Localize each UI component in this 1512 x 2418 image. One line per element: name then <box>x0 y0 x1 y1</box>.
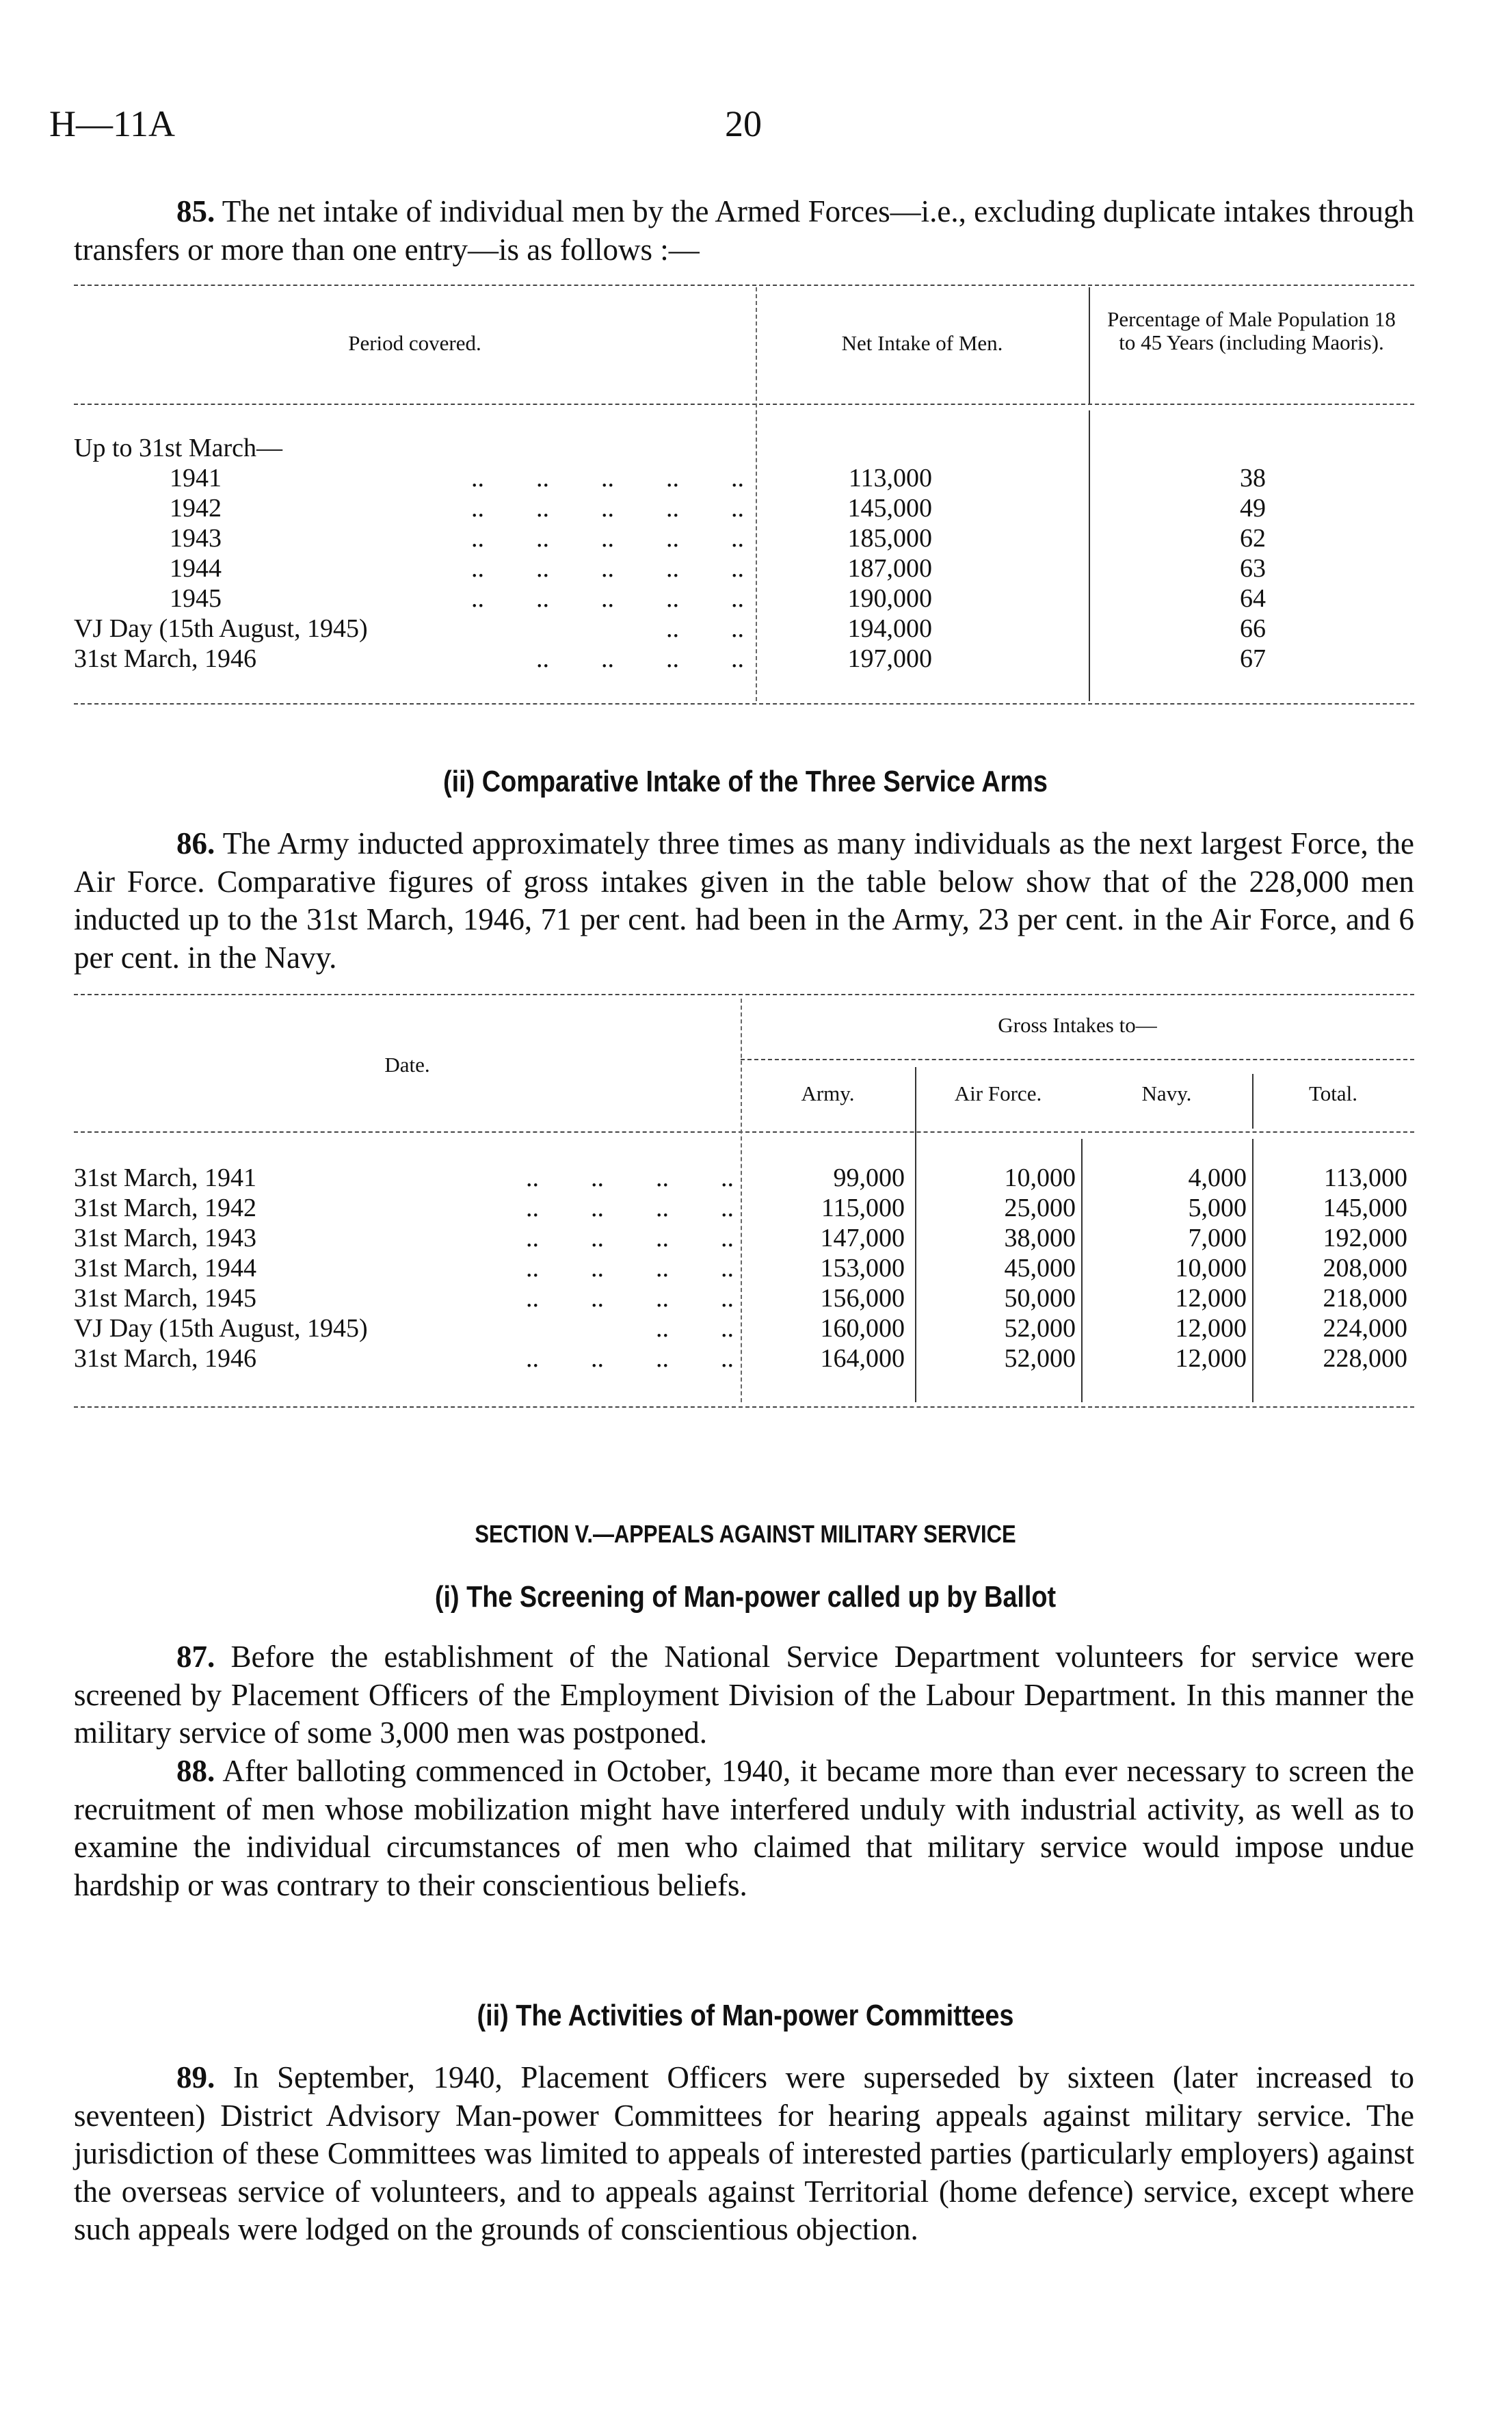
column-group-header-gross-intakes: Gross Intakes to— <box>998 1013 1157 1037</box>
air-force-cell: 25,000 <box>1004 1194 1076 1222</box>
air-force-cell: 50,000 <box>1004 1284 1076 1313</box>
leader-dots: .. .. <box>656 1314 734 1343</box>
paragraph-text: The Army inducted approximately three times as many individuals as the next largest Force, the Air Force. Comparative figures of gross intakes given in the table below show that of the 228,000 men inducted up to the 31st March, 1946, 71 per cent. had been in the Army, 23 per cent. in the Air Force, and 6 per cent. in the Navy. <box>74 826 1415 975</box>
total-cell: 145,000 <box>1323 1194 1407 1222</box>
leader-dots: .. .. .. .. .. <box>471 554 744 583</box>
table-row <box>74 1313 1414 1343</box>
paragraph-number: 87. <box>176 1640 215 1674</box>
air-force-cell: 38,000 <box>1004 1224 1076 1252</box>
date-cell: 31st March, 1941 <box>74 1164 257 1192</box>
navy-cell: 12,000 <box>1175 1314 1247 1343</box>
navy-cell: 10,000 <box>1175 1254 1247 1283</box>
column-header-date: Date. <box>384 1053 430 1077</box>
table-row <box>74 644 1414 674</box>
table-row <box>74 463 1414 493</box>
date-cell: 31st March, 1943 <box>74 1224 257 1252</box>
table-row <box>74 1223 1414 1253</box>
army-cell: 164,000 <box>820 1344 905 1373</box>
leader-dots: .. .. .. .. <box>526 1224 734 1252</box>
navy-cell: 7,000 <box>1188 1224 1247 1252</box>
period-cell: VJ Day (15th August, 1945) <box>74 614 368 643</box>
total-cell: 218,000 <box>1323 1284 1407 1313</box>
column-header-army: Army. <box>801 1081 855 1105</box>
period-cell: 1945 <box>170 584 222 613</box>
net-intake-cell: 190,000 <box>847 584 932 613</box>
heading-man-power-committees: (ii) The Activities of Man-power Committees <box>477 1999 1014 2032</box>
army-cell: 156,000 <box>820 1284 905 1313</box>
table-row <box>74 1163 1414 1193</box>
document-reference: H—11A <box>49 103 175 144</box>
leader-dots: .. .. .. .. <box>526 1284 734 1313</box>
navy-cell: 4,000 <box>1188 1164 1247 1192</box>
date-cell: 31st March, 1944 <box>74 1254 257 1283</box>
leader-dots: .. .. .. .. <box>526 1344 734 1373</box>
period-cell: 1944 <box>170 554 222 583</box>
table-row <box>74 523 1414 553</box>
air-force-cell: 45,000 <box>1004 1254 1076 1283</box>
net-intake-cell: 145,000 <box>847 494 932 523</box>
leader-dots: .. .. .. .. <box>526 1164 734 1192</box>
table-row <box>74 583 1414 614</box>
leader-dots: .. .. .. .. .. <box>471 524 744 553</box>
heading-screening: (i) The Screening of Man-power called up by Ballot <box>434 1580 1057 1614</box>
paragraph-text: After balloting commenced in October, 1940, it became more than ever necessary to screen the recruitment of men whose mobilization might have interfered unduly with industrial activity, as well as to examine the individual circumstances of men who claimed that military service would impose undue hardship or was contrary to their conscientious beliefs. <box>74 1754 1414 1902</box>
period-cell: 1941 <box>170 464 222 492</box>
paragraph-85 <box>74 193 1414 269</box>
column-header-navy: Navy. <box>1141 1081 1192 1105</box>
paragraph-text: The net intake of individual men by the Armed Forces—i.e., excluding duplicate intakes through transfers or more than one entry—is as follows :— <box>74 194 1415 267</box>
army-cell: 147,000 <box>820 1224 905 1252</box>
leader-dots: .. .. .. .. .. <box>471 464 744 492</box>
paragraph-87 <box>74 1638 1414 1752</box>
net-intake-cell: 185,000 <box>847 524 932 553</box>
navy-cell: 5,000 <box>1188 1194 1247 1222</box>
army-cell: 160,000 <box>820 1314 905 1343</box>
army-cell: 99,000 <box>833 1164 905 1192</box>
paragraph-88 <box>74 1752 1414 1904</box>
date-cell: 31st March, 1946 <box>74 1344 257 1373</box>
period-cell: 1942 <box>170 494 222 523</box>
total-cell: 228,000 <box>1323 1344 1407 1373</box>
table-row <box>74 1253 1414 1283</box>
leader-dots: .. .. <box>666 614 744 643</box>
percentage-cell: 38 <box>1240 464 1266 492</box>
period-cell: 31st March, 1946 <box>74 644 257 673</box>
table-row <box>74 553 1414 583</box>
leader-dots: .. .. .. .. <box>526 1194 734 1222</box>
paragraph-number: 88. <box>176 1754 215 1788</box>
percentage-cell: 66 <box>1240 614 1266 643</box>
air-force-cell: 10,000 <box>1004 1164 1076 1192</box>
table-row <box>74 1193 1414 1223</box>
percentage-cell: 67 <box>1240 644 1266 673</box>
percentage-cell: 63 <box>1240 554 1266 583</box>
date-cell: 31st March, 1942 <box>74 1194 257 1222</box>
army-cell: 153,000 <box>820 1254 905 1283</box>
army-cell: 115,000 <box>821 1194 905 1222</box>
navy-cell: 12,000 <box>1175 1344 1247 1373</box>
net-intake-cell: 187,000 <box>847 554 932 583</box>
percentage-cell: 49 <box>1240 494 1266 523</box>
leader-dots: .. .. .. .. .. <box>471 494 744 523</box>
table-row <box>74 493 1414 523</box>
leader-dots: .. .. .. .. <box>526 1254 734 1283</box>
period-cell: 1943 <box>170 524 222 553</box>
net-intake-cell: 197,000 <box>847 644 932 673</box>
total-cell: 192,000 <box>1323 1224 1407 1252</box>
total-cell: 113,000 <box>1323 1164 1407 1192</box>
paragraph-text: In September, 1940, Placement Officers were superseded by sixteen (later increased to seventeen) District Advisory Man-power Committees for hearing appeals against military service. The jurisdiction of these Committees was limited to appeals of interested parties (particularly employers) against the overseas service of volunteers, and to appeals against Territorial (home defence) service, except where such appeals were lodged on the grounds of conscientious objection. <box>74 2060 1414 2246</box>
paragraph-number: 89. <box>176 2060 215 2094</box>
leader-dots: .. .. .. .. .. <box>471 584 744 613</box>
table-row <box>74 1343 1414 1374</box>
date-cell: 31st March, 1945 <box>74 1284 257 1313</box>
column-header-period: Period covered. <box>348 331 481 355</box>
paragraph-number: 86. <box>176 826 215 860</box>
table-row <box>74 614 1414 644</box>
net-intake-cell: 194,000 <box>847 614 932 643</box>
page-number: 20 <box>725 103 762 144</box>
percentage-cell: 64 <box>1240 584 1266 613</box>
paragraph-number: 85. <box>176 194 215 228</box>
column-header-air-force: Air Force. <box>954 1081 1042 1105</box>
table-row <box>74 1283 1414 1313</box>
navy-cell: 12,000 <box>1175 1284 1247 1313</box>
paragraph-86 <box>74 825 1414 977</box>
leader-dots: .. .. .. .. <box>536 644 744 673</box>
section-title: SECTION V.—APPEALS AGAINST MILITARY SERVICE <box>475 1520 1016 1548</box>
air-force-cell: 52,000 <box>1004 1344 1076 1373</box>
column-header-net-intake: Net Intake of Men. <box>841 331 1003 355</box>
total-cell: 208,000 <box>1323 1254 1407 1283</box>
total-cell: 224,000 <box>1323 1314 1407 1343</box>
air-force-cell: 52,000 <box>1004 1314 1076 1343</box>
net-intake-cell: 113,000 <box>848 464 932 492</box>
date-cell: VJ Day (15th August, 1945) <box>74 1314 368 1343</box>
heading-comparative-intake: (ii) Comparative Intake of the Three Service Arms <box>443 765 1048 798</box>
paragraph-89 <box>74 2059 1414 2249</box>
percentage-cell: 62 <box>1240 524 1266 553</box>
column-header-percentage: Percentage of Male Population 18 to 45 Years (including Maoris). <box>1107 307 1396 354</box>
paragraph-text: Before the establishment of the National Service Department volunteers for service were screened by Placement Officers of the Employment Division of the Labour Department. In this manner the military service of some 3,000 men was postponed. <box>74 1640 1414 1750</box>
column-header-total: Total. <box>1308 1081 1357 1105</box>
